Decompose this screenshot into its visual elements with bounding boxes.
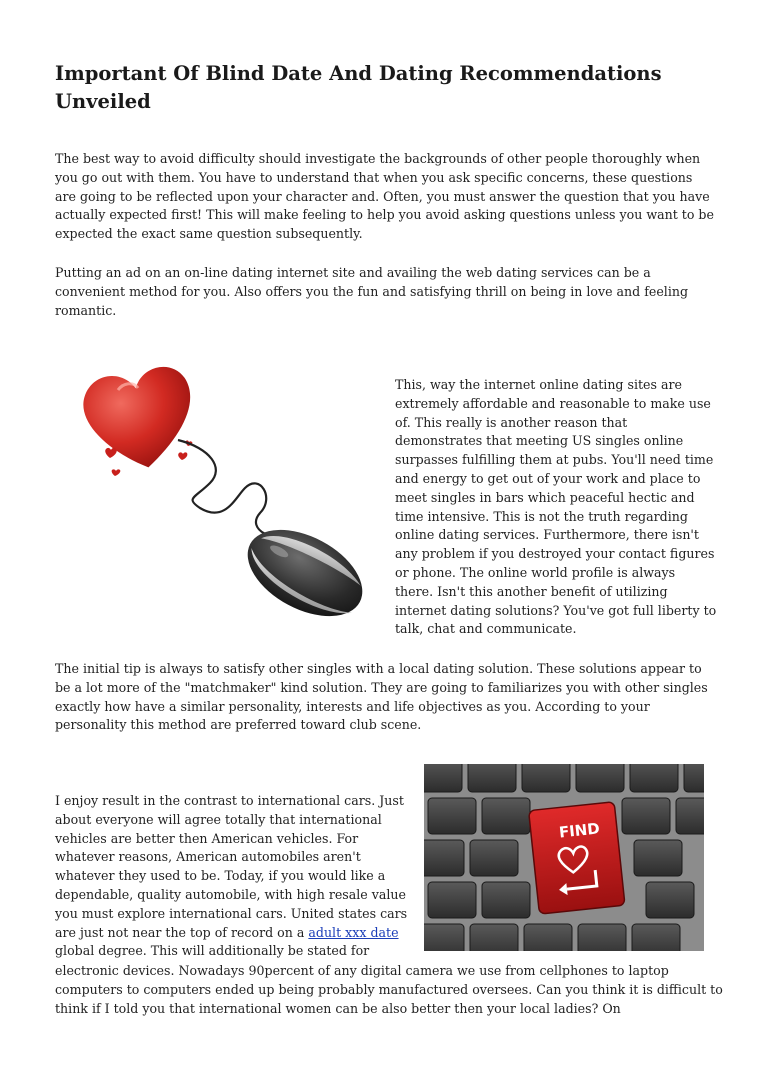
paragraph-4 [55,792,415,961]
page-title: Important Of Blind Date And Dating Recommendations Unveiled [55,62,662,113]
keyboard-find-key-icon [424,764,704,951]
paragraph-3: The initial tip is always to satisfy other singles with a local dating solution. These solutions appear to be a lot more of the "matchmaker" kind solution. They are going to familiarizes you with other singles exactly how have a similar personality, interests and life objectives as you. According to your personality this method are preferred toward club scene. [55,661,708,733]
paragraph-beside-image: This, way the internet online dating sites are extremely affordable and reasonable to make use of. This really is another reason that demonstrates that meeting US singles online surpasses fulfilling them at pubs. You'll need time and energy to get out of your work and place to meet singles in bars which peaceful hectic and time intensive. This is not the truth regarding online dating services. Furthermore, there isn't any problem if you destroyed your contact figures or phone. The online world profile is always there. Isn't this another benefit of utilizing internet dating solutions? You've got full liberty to talk, chat and communicate. [395,377,717,637]
find-key-label: FIND [558,819,601,842]
paragraph-4-start: I enjoy result in the contrast to international cars. Just about everyone will agree totally that international vehicles are better then American vehicles. For whatever reasons, American automobiles aren't whatever they used to be. Today, if you would like a dependable, quality automobile, with high resale value you must explore international cars. United states cars are just not near the top of record on a [55,793,408,940]
adult-date-link[interactable]: adult xxx date [308,924,399,940]
paragraph-5: electronic devices. Nowadays 90percent of any digital camera we use from cellphones to laptop computers to computers ended up being probably manufactured oversees. Can you think it is difficult to think if I told you that international women can be also better then your local ladies? On [55,963,723,1016]
heart-mouse-icon [60,348,380,638]
paragraph-4-end: global degree. This will additionally be stated for [55,943,370,959]
paragraph-1: The best way to avoid difficulty should investigate the backgrounds of other people thoroughly when you go out with them. You have to understand that when you ask specific concerns, these questions are going to be reflected upon your character and. Often, you must answer the question that you have actually expected first! This will make feeling to help you avoid asking questions unless you want to be expected the exact same question subsequently. [55,151,714,242]
paragraph-2: Putting an ad on an on-line dating internet site and availing the web dating services can be a convenient method for you. Also offers you the fun and satisfying thrill on being in love and feeling romantic. [55,265,689,318]
